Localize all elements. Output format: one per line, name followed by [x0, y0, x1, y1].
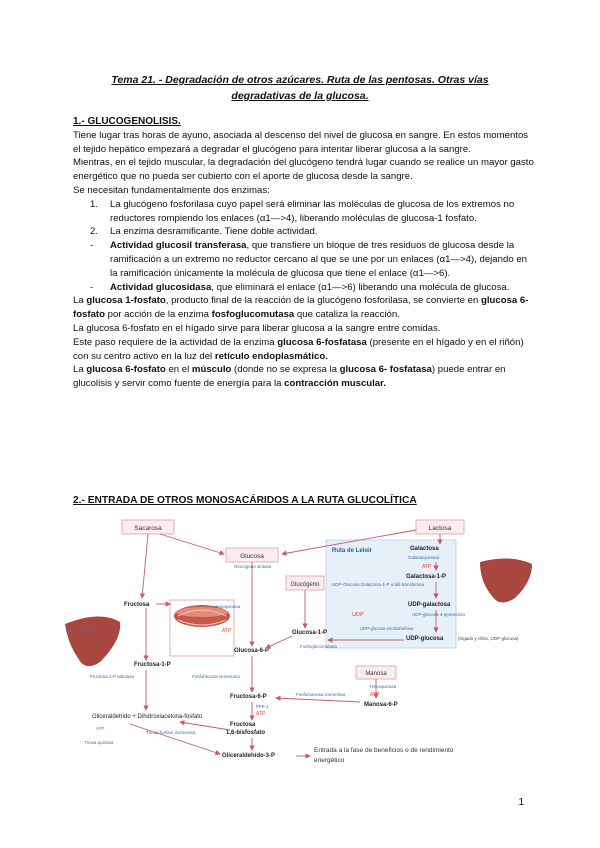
svg-text:Fructosa: Fructosa — [124, 602, 150, 608]
paragraph-7: La glucosa 6-fosfato en el músculo (donde no se expresa la glucosa 6- fosfatasa) puede entrar en glucolisis y servir como fuente de energía para la contracción muscular. — [73, 364, 506, 390]
bold-term: Actividad glucosil transferasa — [110, 240, 247, 252]
svg-text:Fructoquinasa: Fructoquinasa — [68, 628, 97, 633]
paragraph-3: Se necesitan fundamentalmente dos enzimas: — [73, 184, 270, 196]
svg-text:Glucosa-1-P: Glucosa-1-P — [292, 630, 328, 636]
svg-text:Manosa: Manosa — [365, 671, 387, 677]
svg-text:Glucógeno sintasa: Glucógeno sintasa — [234, 564, 272, 569]
svg-text:Ruta de Leloir: Ruta de Leloir — [332, 548, 373, 554]
svg-text:Gliceraldehído + Dihidroxiacet: Gliceraldehído + Dihidroxiacetona-fosfato — [92, 714, 203, 720]
svg-text:Fosfoglucomutasa: Fosfoglucomutasa — [300, 644, 337, 649]
page-title — [60, 72, 540, 104]
manosa-node — [356, 666, 396, 679]
svg-text:Fructosa-1-P aldolasa: Fructosa-1-P aldolasa — [90, 674, 134, 679]
svg-text:UDP-glucosa: UDP-glucosa — [406, 636, 444, 642]
paragraph-5: La glucosa 6-fosfato en el hígado sirve para liberar glucosa a la sangre entre comidas. — [73, 322, 441, 334]
title-line-1: Tema 21. - Degradación de otros azúcares. Ruta de las pentosas. Otras vías — [111, 74, 489, 86]
section-1-heading: 1.- GLUCOGENOLISIS. — [73, 116, 181, 127]
svg-text:ATP: ATP — [96, 726, 105, 731]
svg-text:ATP: ATP — [222, 628, 232, 634]
svg-text:PFK-1: PFK-1 — [256, 704, 269, 709]
bold-term: Actividad glucosidasa — [110, 281, 212, 293]
list-marker: 1. — [90, 198, 99, 210]
liver-icon-left — [65, 616, 120, 666]
list-marker: - — [90, 281, 94, 293]
svg-text:Sacarosa: Sacarosa — [134, 525, 162, 532]
svg-text:UDP: UDP — [352, 612, 364, 618]
list-item-text: La glucógeno fosforilasa cuyo papel será eliminar las moléculas de glucosa de los extremos no reductores rompiendo los enlaces (α1—>4), liberando moléculas de glucosa-1 fosfato. — [110, 198, 515, 224]
lactosa-node — [416, 520, 464, 534]
svg-text:Glucosa-6-P: Glucosa-6-P — [234, 648, 270, 654]
svg-text:Triosa quinasa: Triosa quinasa — [84, 740, 114, 745]
svg-text:UDP-Glucosa:Galactosa-1-P urid: UDP-Glucosa:Galactosa-1-P uridil-transferasa — [332, 582, 425, 587]
paragraph-1: Tiene lugar tras horas de ayuno, asociada al descenso del nivel de glucosa en sangre. En estos momentos el tejido hepático empezará a degradar el glucógeno para intentar liberar glucosa a la sangre. — [73, 129, 529, 155]
svg-text:Manosa-6-P: Manosa-6-P — [364, 702, 398, 708]
svg-text:Glucógeno: Glucógeno — [290, 582, 320, 588]
svg-text:Hexoquinasa: Hexoquinasa — [370, 684, 397, 689]
svg-text:UDP-galactosa: UDP-galactosa — [408, 602, 451, 608]
list-item — [73, 281, 535, 295]
svg-text:Hexoquinasa: Hexoquinasa — [214, 604, 241, 609]
svg-text:Fosfohexosa isomerasa: Fosfohexosa isomerasa — [192, 674, 240, 679]
glucosa-node — [226, 548, 278, 562]
svg-text:ATP: ATP — [422, 564, 432, 570]
list-item-text: , que transfiere un bloque de tres residuos de glucosa desde la ramificación a un extremo no reductor cercano al que se une por un enlaces (α1—>4), dejando en la ramificación únicamente la molécula de glucosa que tiene el enlace (α1—>6). — [110, 240, 527, 279]
list-item-text: , que eliminará el enlace (α1—>6) liberando una molécula de glucosa. — [211, 281, 510, 293]
svg-text:ATP: ATP — [370, 692, 380, 698]
paragraph-6: Este paso requiere de la actividad de la enzima glucosa 6-fosfatasa (presente en el hígado y en el riñón) con su centro activo en la luz del retículo endoplasmático. — [73, 336, 524, 362]
title-line-2: degradativas de la glucosa. — [231, 90, 369, 102]
section-glucogenolisis — [73, 115, 535, 391]
liver-icon-right — [480, 558, 532, 602]
section-2-heading: 2.- ENTRADA DE OTROS MONOSACÁRIDOS A LA RUTA GLUCOLÍTICA — [73, 495, 417, 506]
page-number: 1 — [518, 797, 524, 808]
glucogeno-node — [286, 576, 324, 590]
svg-text:Glucosa: Glucosa — [240, 553, 264, 560]
svg-text:Galactosa: Galactosa — [410, 546, 439, 552]
list-item — [73, 225, 535, 239]
svg-text:Fosfomanosa isomerasa: Fosfomanosa isomerasa — [296, 692, 346, 697]
list-item-text: La enzima desramificante. Tiene doble actividad. — [110, 226, 318, 238]
svg-text:Fructosa-1-P: Fructosa-1-P — [134, 662, 171, 668]
svg-text:UDP-glucosa pirofosforilasa: UDP-glucosa pirofosforilasa — [360, 626, 414, 631]
list-item — [73, 239, 535, 280]
sacarosa-node — [122, 520, 174, 534]
enzyme-list — [73, 198, 535, 295]
monosaccharide-pathway-diagram — [60, 512, 540, 774]
svg-text:Fructosa-6-P: Fructosa-6-P — [230, 694, 267, 700]
list-marker: 2. — [90, 226, 99, 238]
paragraph-2: Mientras, en el tejido muscular, la degradación del glucógeno tendrá lugar cuando se realice un mayor gasto energético que no pueda ser cubierto con el aporte de glucosa desde la sangre. — [73, 157, 534, 183]
paragraph-4: La glucosa 1-fosfato, producto final de la reacción de la glucógeno fosforilasa, se convierte en glucosa 6- fosfato por acción de la enzima fosfoglucomutasa que cataliza la reacción. — [73, 295, 529, 321]
svg-text:Triosa-fosfato isomerasa: Triosa-fosfato isomerasa — [146, 730, 196, 735]
svg-text:Galactosa-1-P: Galactosa-1-P — [406, 574, 447, 580]
list-marker: - — [90, 240, 94, 252]
svg-text:1,6-bisfosfato: 1,6-bisfosfato — [226, 730, 266, 736]
svg-text:Entrada a la fase de beneficio: Entrada a la fase de beneficios o de rendimiento — [314, 747, 454, 754]
svg-text:energético: energético — [314, 757, 345, 764]
svg-text:Fructosa: Fructosa — [230, 722, 256, 728]
svg-text:(hígado y riñón, UDP-glucosa): (hígado y riñón, UDP-glucosa) — [458, 636, 519, 641]
svg-text:ATP: ATP — [256, 711, 266, 717]
svg-text:Gliceraldehído-3-P: Gliceraldehído-3-P — [222, 753, 276, 759]
svg-text:UDP-glucosa 4-epimerasa: UDP-glucosa 4-epimerasa — [412, 612, 465, 617]
svg-text:Lactosa: Lactosa — [428, 525, 452, 532]
list-item — [73, 198, 535, 226]
svg-text:Galactoquinasa: Galactoquinasa — [408, 555, 440, 560]
